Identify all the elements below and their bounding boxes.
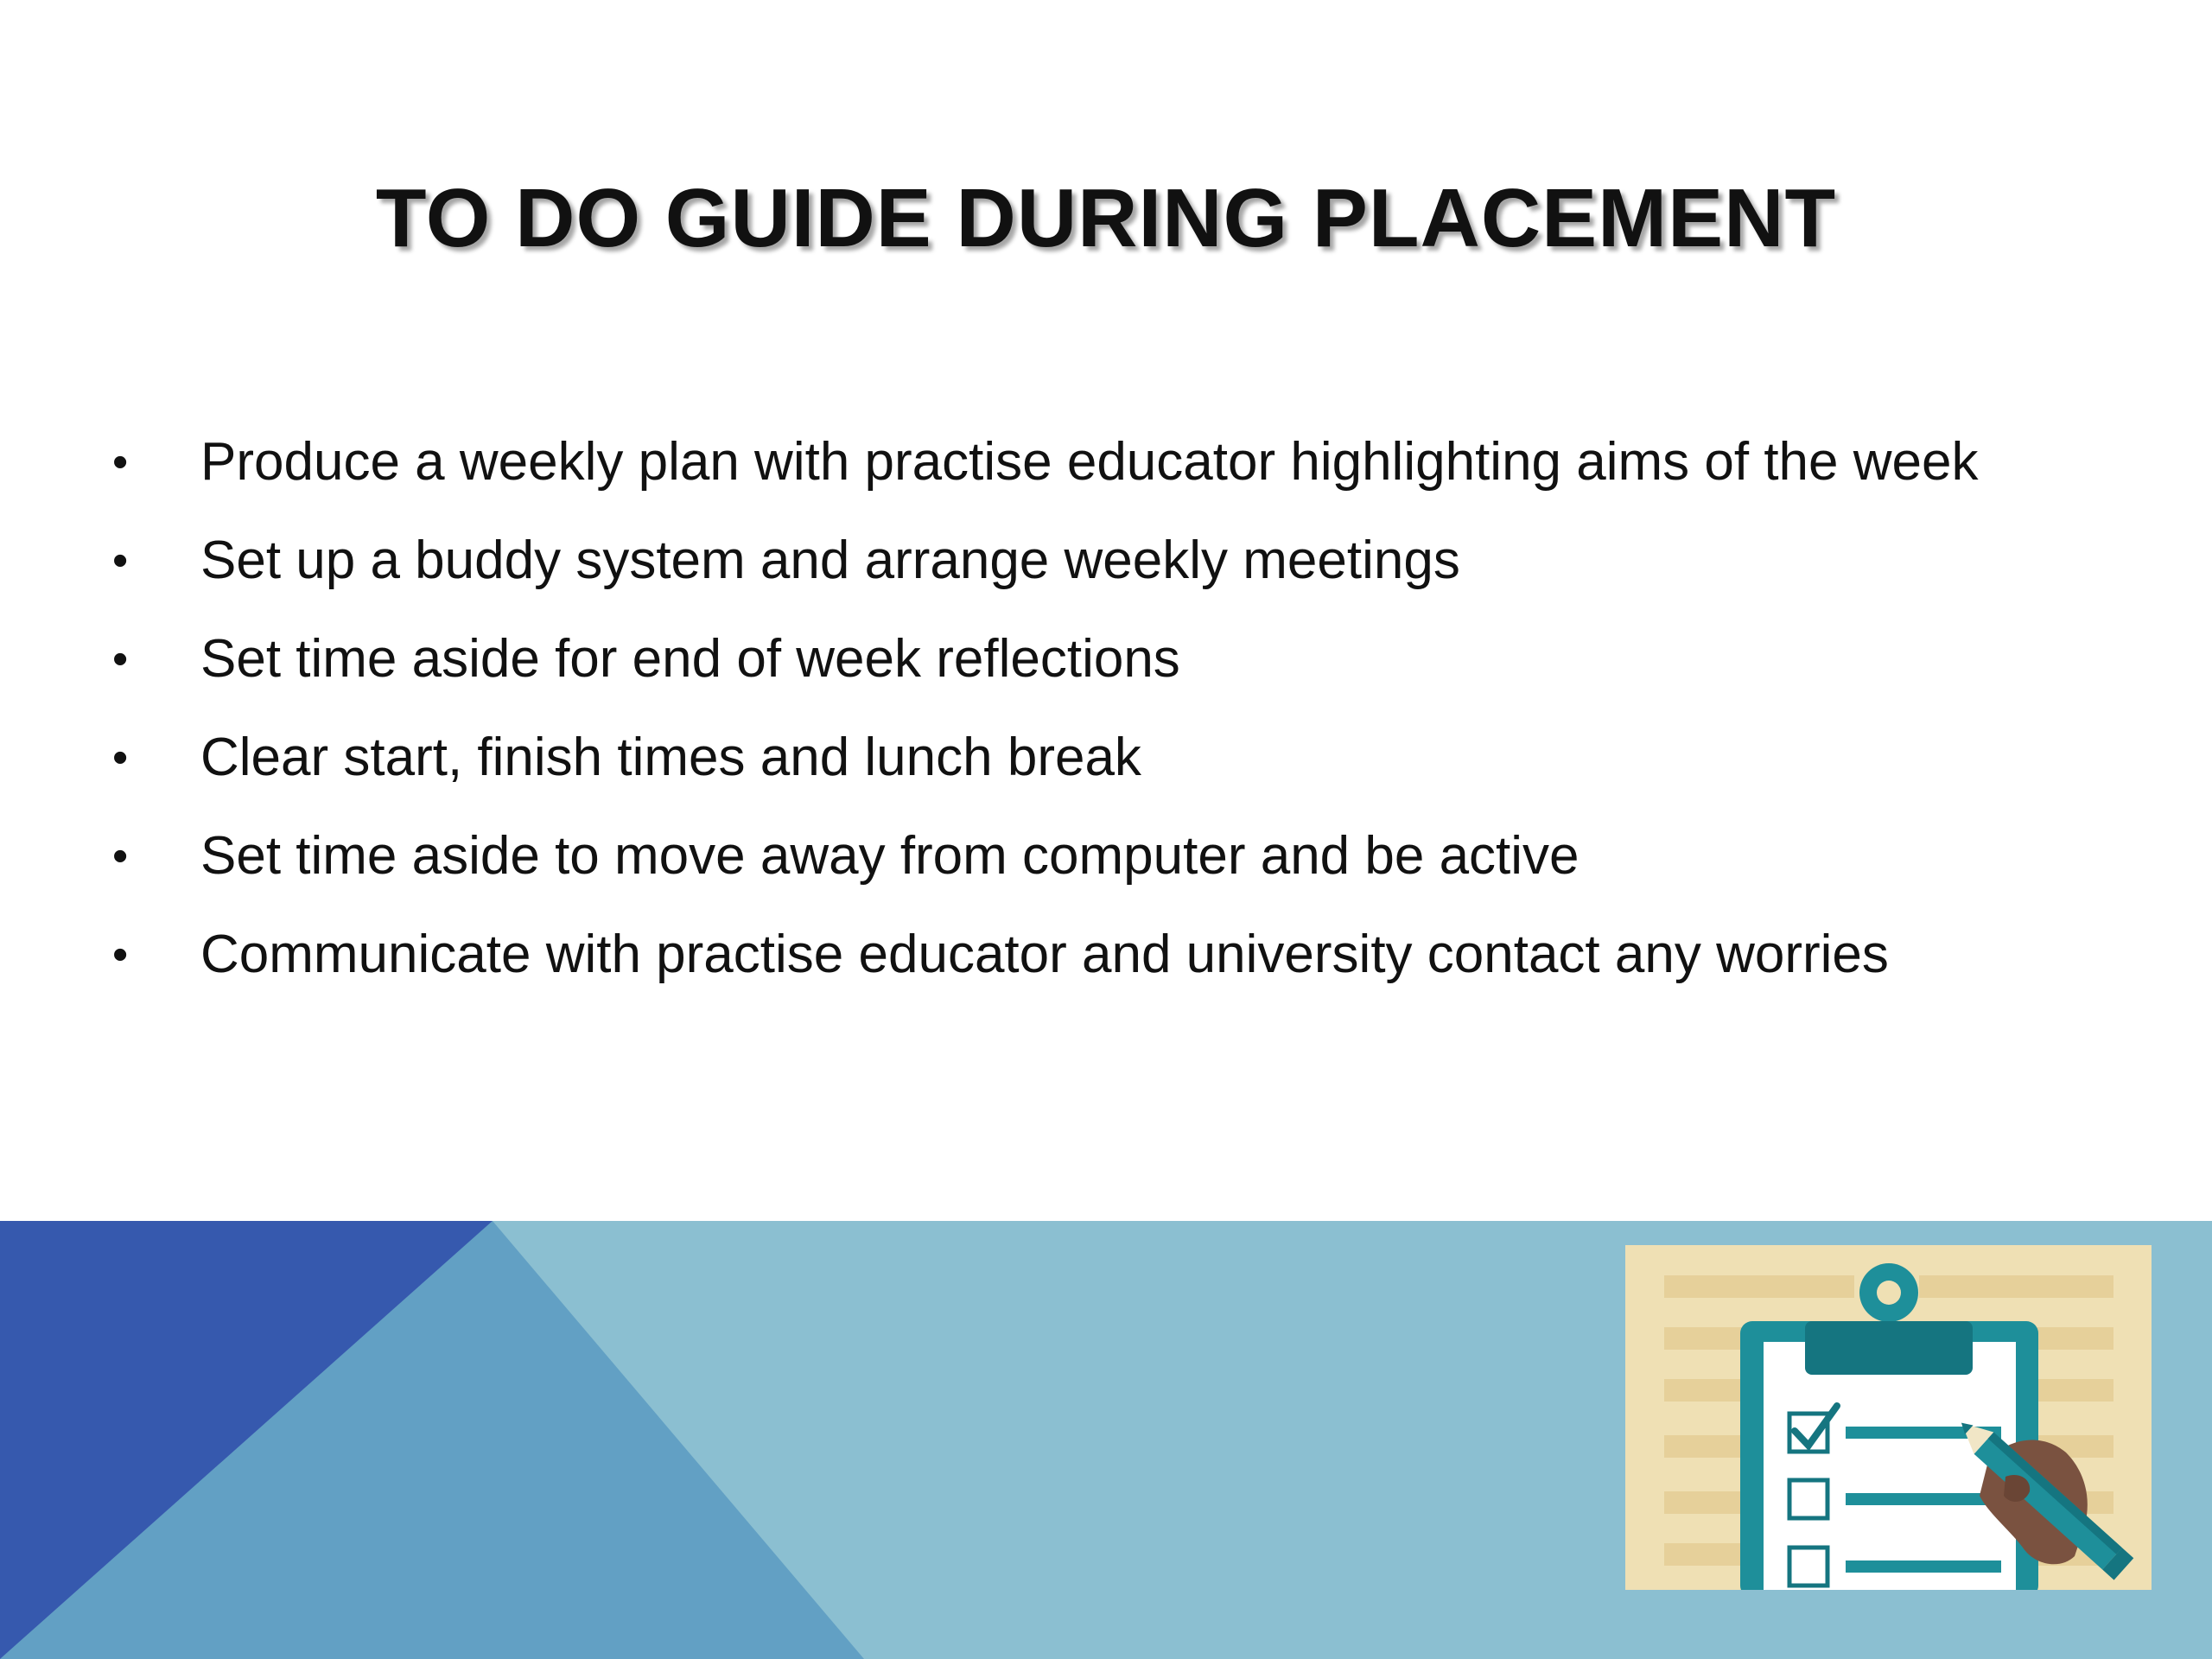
bullet-item (112, 622, 2100, 696)
bullet-text: Set time aside for end of week reflections (200, 629, 1180, 689)
slide-title: TO DO GUIDE DURING PLACEMENT (375, 172, 1837, 264)
bullet-text: Clear start, finish times and lunch break (200, 728, 1141, 787)
bullet-text: Set time aside to move away from computer and be active (200, 826, 1580, 886)
bullet-dot: • (112, 733, 129, 783)
bullet-dot: • (112, 831, 129, 881)
bullet-item (112, 819, 2100, 893)
bullet-text: Produce a weekly plan with practise educator highlighting aims of the week (200, 432, 1979, 492)
bullet-list (112, 425, 2100, 1016)
bullet-item (112, 425, 2100, 499)
bullet-item (112, 721, 2100, 795)
bullet-item (112, 918, 2100, 992)
bullet-item (112, 524, 2100, 598)
bullet-dot: • (112, 437, 129, 487)
bullet-dot: • (112, 634, 129, 684)
clipboard-checklist-icon (1625, 1245, 2152, 1590)
bullet-text: Set up a buddy system and arrange weekly meetings (200, 531, 1460, 590)
bullet-dot: • (112, 930, 129, 980)
bullet-text: Communicate with practise educator and university contact any worries (200, 925, 1889, 984)
bullet-dot: • (112, 536, 129, 586)
